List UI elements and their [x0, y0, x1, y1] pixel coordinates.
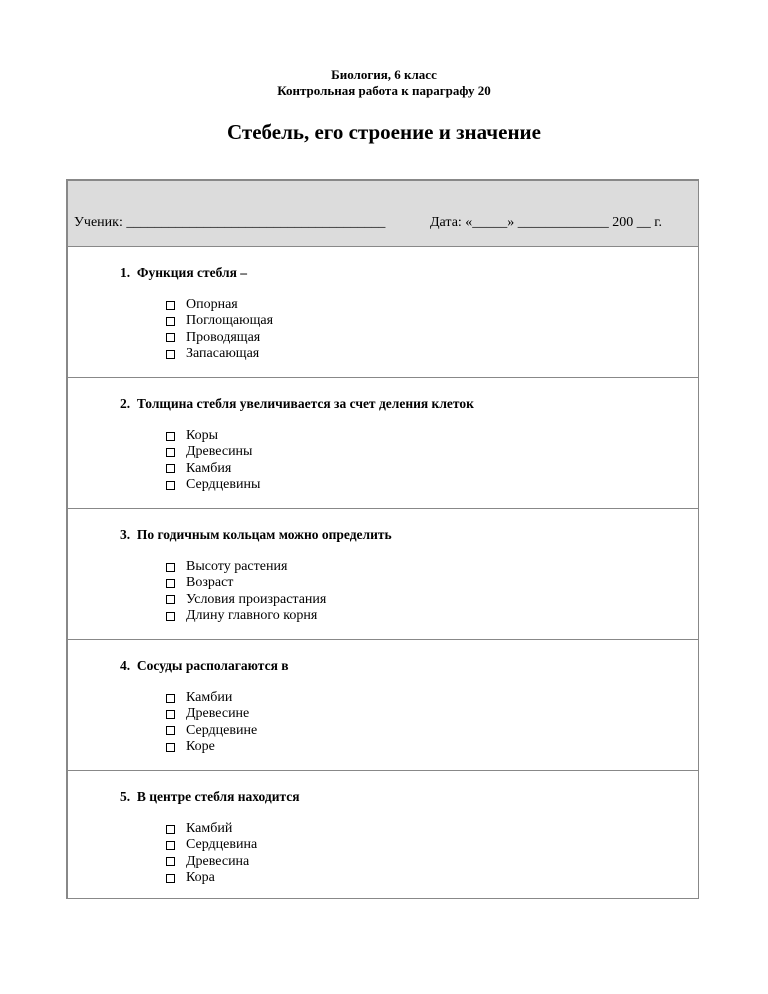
page-title: Стебель, его строение и значение [227, 120, 541, 144]
checkbox-icon[interactable] [166, 841, 175, 850]
option-item[interactable] [166, 575, 326, 591]
checkbox-icon[interactable] [166, 825, 175, 834]
checkbox-icon[interactable] [166, 874, 175, 883]
question-title: 1. Функция стебля – [120, 265, 248, 280]
header-subject: Биология, 6 класс [331, 67, 437, 82]
checkbox-icon[interactable] [166, 301, 175, 310]
question-1 [68, 247, 698, 378]
option-item[interactable] [166, 444, 260, 460]
option-item[interactable] [166, 837, 257, 853]
option-label: Кора [186, 869, 215, 885]
checkbox-icon[interactable] [166, 726, 175, 735]
checkbox-icon[interactable] [166, 464, 175, 473]
option-label: Проводящая [186, 329, 261, 345]
option-label: Камбия [186, 460, 232, 476]
option-label: Древесине [186, 706, 250, 722]
option-item[interactable] [166, 706, 257, 722]
option-item[interactable] [166, 428, 260, 444]
option-item[interactable] [166, 330, 273, 346]
checkbox-icon[interactable] [166, 595, 175, 604]
checkbox-icon[interactable] [166, 743, 175, 752]
option-item[interactable] [166, 739, 257, 755]
checkbox-icon[interactable] [166, 579, 175, 588]
option-label: Камбий [186, 821, 233, 836]
question-title: 2. Толщина стебля увеличивается за счет деления клеток [120, 396, 474, 411]
option-label: Сердцевины [186, 476, 261, 492]
checkbox-icon[interactable] [166, 710, 175, 719]
checkbox-icon[interactable] [166, 333, 175, 342]
option-label: Запасающая [186, 345, 260, 361]
checkbox-icon[interactable] [166, 857, 175, 866]
checkbox-icon[interactable] [166, 350, 175, 359]
option-label: Высоту растения [186, 559, 288, 574]
option-item[interactable] [166, 592, 326, 608]
option-item[interactable] [166, 723, 257, 739]
test-sheet [66, 179, 699, 899]
question-3 [68, 509, 698, 640]
question-5 [68, 771, 698, 900]
option-item[interactable] [166, 821, 257, 837]
checkbox-icon[interactable] [166, 563, 175, 572]
option-item[interactable] [166, 559, 326, 575]
option-item[interactable] [166, 477, 260, 493]
student-info-row [68, 181, 698, 247]
option-label: Поглощающая [186, 313, 274, 329]
option-label: Сердцевине [186, 722, 258, 738]
option-label: Древесины [186, 444, 253, 460]
option-list [166, 690, 257, 755]
option-label: Коры [186, 428, 219, 443]
option-label: Древесина [186, 853, 250, 869]
option-item[interactable] [166, 870, 257, 886]
option-item[interactable] [166, 608, 326, 624]
option-list [166, 559, 326, 624]
option-label: Коре [186, 738, 215, 754]
option-label: Возраст [186, 575, 234, 591]
option-list [166, 821, 257, 886]
option-item[interactable] [166, 690, 257, 706]
option-list [166, 428, 260, 493]
option-item[interactable] [166, 313, 273, 329]
header-test-name: Контрольная работа к параграфу 20 [277, 83, 491, 98]
checkbox-icon[interactable] [166, 448, 175, 457]
question-title: 4. Сосуды располагаются в [120, 658, 289, 673]
option-item[interactable] [166, 461, 260, 477]
checkbox-icon[interactable] [166, 317, 175, 326]
option-item[interactable] [166, 854, 257, 870]
option-list [166, 297, 273, 362]
checkbox-icon[interactable] [166, 612, 175, 621]
option-label: Длину главного корня [186, 607, 318, 623]
option-label: Условия произрастания [186, 591, 327, 607]
option-label: Опорная [186, 297, 238, 312]
date-field[interactable]: Дата: «_____» _____________ 200 __ г. [430, 215, 662, 230]
question-4 [68, 640, 698, 771]
checkbox-icon[interactable] [166, 432, 175, 441]
checkbox-icon[interactable] [166, 694, 175, 703]
question-title: 5. В центре стебля находится [120, 789, 300, 804]
option-item[interactable] [166, 346, 273, 362]
option-item[interactable] [166, 297, 273, 313]
option-label: Камбии [186, 690, 233, 705]
checkbox-icon[interactable] [166, 481, 175, 490]
question-title: 3. По годичным кольцам можно определить [120, 527, 392, 542]
option-label: Сердцевина [186, 837, 258, 853]
student-name-field[interactable]: Ученик: _____________________________________ [74, 215, 386, 230]
question-2 [68, 378, 698, 509]
